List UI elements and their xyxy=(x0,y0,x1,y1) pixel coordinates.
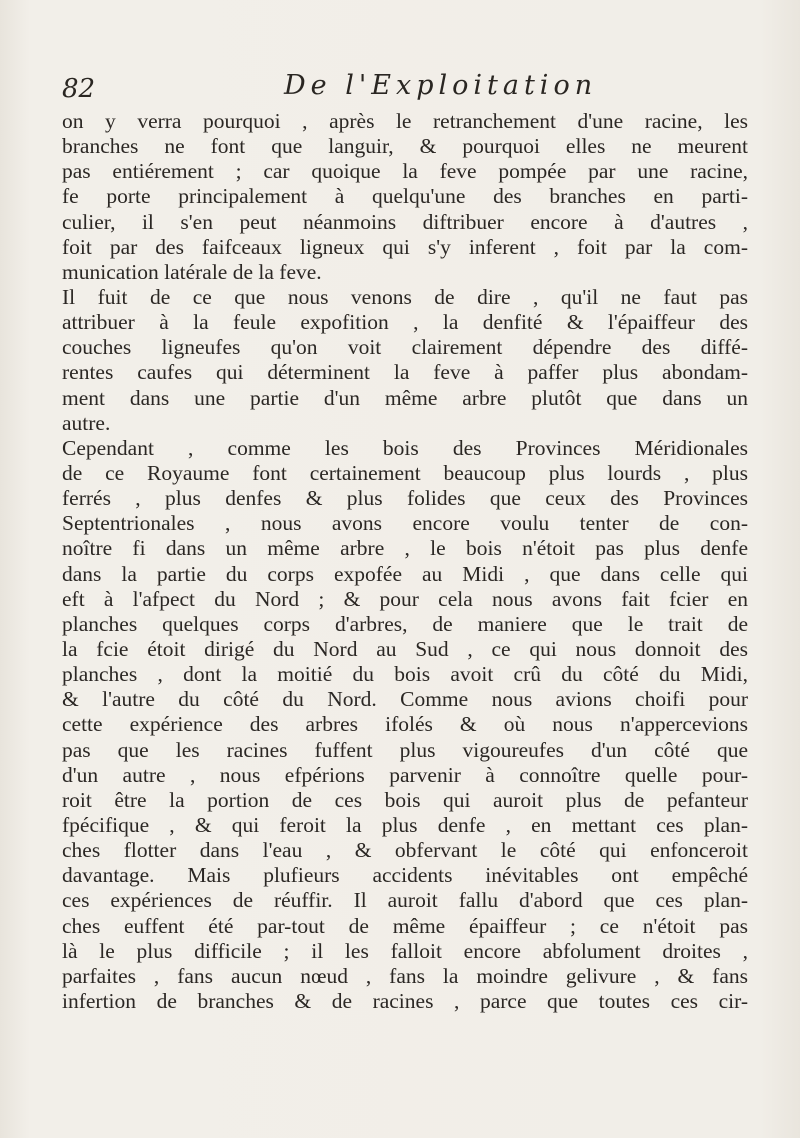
text-line: là le plus difficile ; il les falloit encore abfolument droites , xyxy=(62,938,748,963)
text-line: Il fuit de ce que nous venons de dire , qu'il ne faut pas xyxy=(62,284,748,309)
running-title: De l'Exploitation xyxy=(284,70,598,101)
text-line: attribuer à la feule expofition , la denfité & l'épaiffeur des xyxy=(62,310,748,335)
text-line: infertion de branches & de racines , parce que toutes ces cir- xyxy=(62,988,748,1013)
text-line: pas entiérement ; car quoique la feve pompée par une racine, xyxy=(62,159,748,184)
text-line: ment dans une partie d'un même arbre plutôt que dans un xyxy=(62,385,748,410)
text-line: eft à l'afpect du Nord ; & pour cela nous avons fait fcier en xyxy=(62,586,748,611)
text-line: culier, il s'en peut néanmoins diftribuer encore à d'autres , xyxy=(62,209,748,234)
text-line: pas que les racines fuffent plus vigoureufes d'un côté que xyxy=(62,737,748,762)
text-line: parfaites , fans aucun nœud , fans la moindre gelivure , & fans xyxy=(62,963,748,988)
text-line: ches euffent été par-tout de même épaiffeur ; ce n'étoit pas xyxy=(62,913,748,938)
text-line: ferrés , plus denfes & plus folides que ceux des Provinces xyxy=(62,486,748,511)
page-number: 82 xyxy=(62,74,96,104)
text-line: branches ne font que languir, & pourquoi elles ne meurent xyxy=(62,134,748,159)
text-line: davantage. Mais plufieurs accidents inévitables ont empêché xyxy=(62,863,748,888)
text-line: foit par des faifceaux ligneux qui s'y inferent , foit par la com- xyxy=(62,234,748,259)
text-line: d'un autre , nous efpérions parvenir à connoître quelle pour- xyxy=(62,762,748,787)
text-line: rentes caufes qui déterminent la feve à paffer plus abondam- xyxy=(62,360,748,385)
text-line: ches flotter dans l'eau , & obfervant le côté qui enfonceroit xyxy=(62,838,748,863)
text-line: dans la partie du corps expofée au Midi , que dans celle qui xyxy=(62,561,748,586)
page-header xyxy=(62,70,762,110)
text-line: ces expériences de réuffir. Il auroit fallu d'abord que ces plan- xyxy=(62,888,748,913)
text-line: planches , dont la moitié du bois avoit crû du côté du Midi, xyxy=(62,662,748,687)
text-line: & l'autre du côté du Nord. Comme nous avions choifi pour xyxy=(62,687,748,712)
body-text xyxy=(62,109,748,1014)
text-line: munication latérale de la feve. xyxy=(62,259,322,284)
text-line: planches quelques corps d'arbres, de maniere que le trait de xyxy=(62,611,748,636)
text-line: fe porte principalement à quelqu'une des branches en parti- xyxy=(62,184,748,209)
text-line: Cependant , comme les bois des Provinces Méridionales xyxy=(62,435,748,460)
text-line: autre. xyxy=(62,410,111,435)
text-line: cette expérience des arbres ifolés & où nous n'appercevions xyxy=(62,712,748,737)
text-line: on y verra pourquoi , après le retranchement d'une racine, les xyxy=(62,109,748,133)
text-line: fpécifique , & qui feroit la plus denfe , en mettant ces plan- xyxy=(62,812,748,837)
text-line: noître fi dans un même arbre , le bois n'étoit pas plus denfe xyxy=(62,536,748,561)
text-line: couches ligneufes qu'on voit clairement dépendre des diffé- xyxy=(62,335,748,360)
text-line: la fcie étoit dirigé du Nord au Sud , ce qui nous donnoit des xyxy=(62,636,748,661)
text-line: roit être la portion de ces bois qui auroit plus de pefanteur xyxy=(62,787,748,812)
text-line: Septentrionales , nous avons encore voulu tenter de con- xyxy=(62,511,748,536)
text-line: de ce Royaume font certainement beaucoup plus lourds , plus xyxy=(62,460,748,485)
